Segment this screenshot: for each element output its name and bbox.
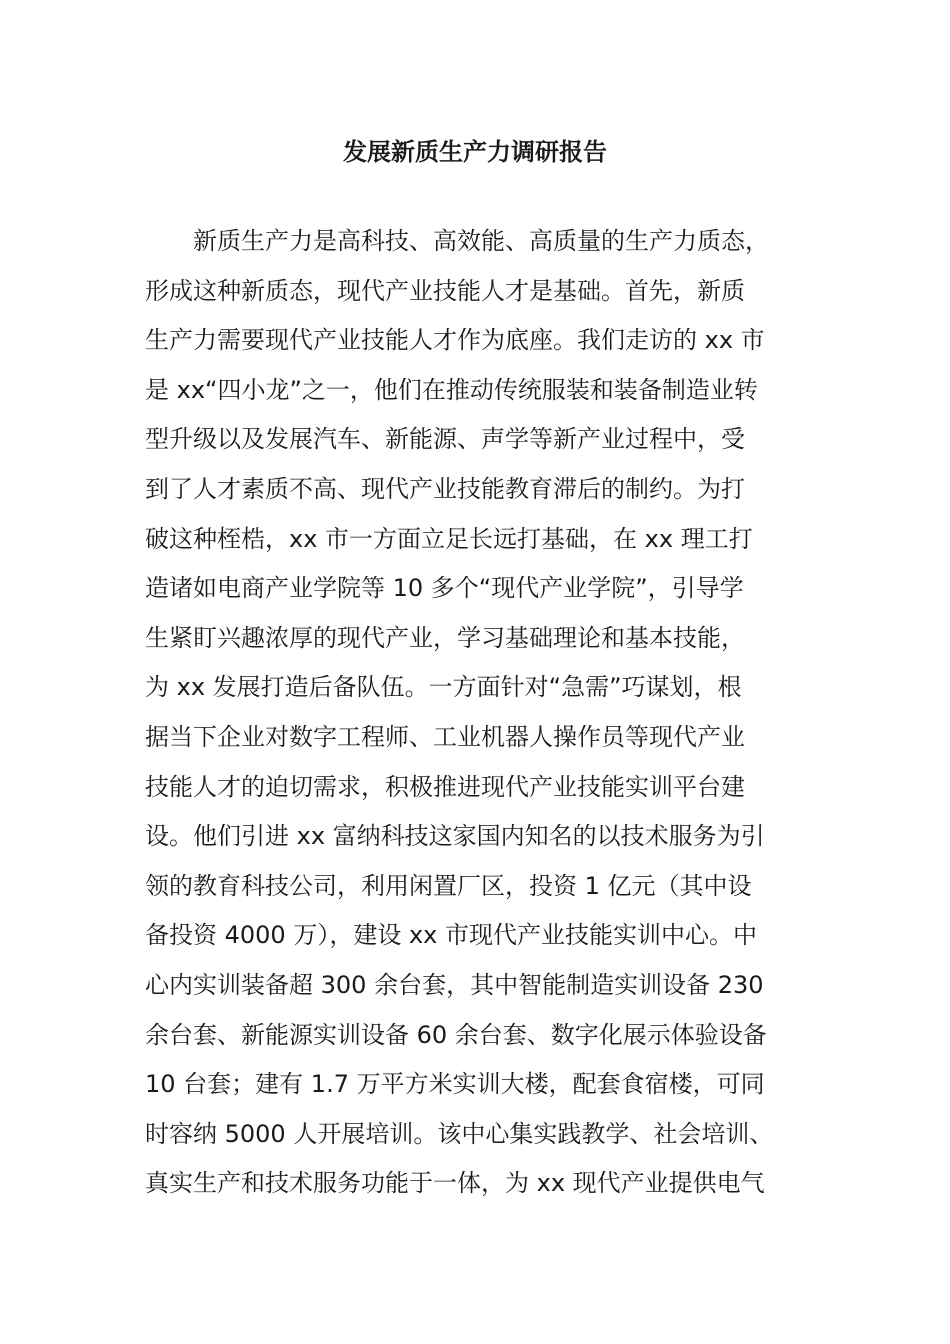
- paragraph-line: 造诸如电商产业学院等 10 多个“现代产业学院”，引导学: [145, 574, 744, 603]
- paragraph-line: 型升级以及发展汽车、新能源、声学等新产业过程中，受: [145, 425, 745, 454]
- paragraph-line: 是 xx“四小龙”之一，他们在推动传统服装和装备制造业转: [145, 375, 758, 404]
- paragraph-line: 余台套、新能源实训设备 60 余台套、数字化展示体验设备: [145, 1020, 767, 1049]
- paragraph-line: 生紧盯兴趣浓厚的现代产业，学习基础理论和基本技能，: [145, 623, 745, 652]
- paragraph-line: 到了人才素质不高、现代产业技能教育滞后的制约。为打: [145, 474, 745, 503]
- paragraph-line: 10 台套；建有 1.7 万平方米实训大楼，配套食宿楼，可同: [145, 1070, 765, 1099]
- body-paragraph: [145, 217, 810, 1209]
- paragraph-line: 形成这种新质态，现代产业技能人才是基础。首先，新质: [145, 276, 745, 305]
- paragraph-line: 设。他们引进 xx 富纳科技这家国内知名的以技术服务为引: [145, 822, 765, 851]
- paragraph-line: 领的教育科技公司，利用闲置厂区，投资 1 亿元（其中设: [145, 871, 752, 900]
- paragraph-line: 生产力需要现代产业技能人才作为底座。我们走访的 xx 市: [145, 326, 765, 355]
- paragraph-line: 心内实训装备超 300 余台套，其中智能制造实训设备 230: [145, 970, 764, 999]
- paragraph-line: 据当下企业对数字工程师、工业机器人操作员等现代产业: [145, 722, 745, 751]
- paragraph-line: 新质生产力是高科技、高效能、高质量的生产力质态，: [193, 227, 769, 255]
- paragraph-line: 破这种桎梏，xx 市一方面立足长远打基础，在 xx 理工打: [145, 524, 753, 553]
- paragraph-line: 备投资 4000 万），建设 xx 市现代产业技能实训中心。中: [145, 921, 757, 950]
- paragraph-line: 为 xx 发展打造后备队伍。一方面针对“急需”巧谋划，根: [145, 673, 742, 702]
- paragraph-line: 真实生产和技术服务功能于一体，为 xx 现代产业提供电气: [145, 1169, 765, 1198]
- paragraph-line: 技能人才的迫切需求，积极推进现代产业技能实训平台建: [145, 772, 745, 801]
- document-title: 发展新质生产力调研报告: [343, 138, 607, 166]
- paragraph-line: 时容纳 5000 人开展培训。该中心集实践教学、社会培训、: [145, 1119, 774, 1148]
